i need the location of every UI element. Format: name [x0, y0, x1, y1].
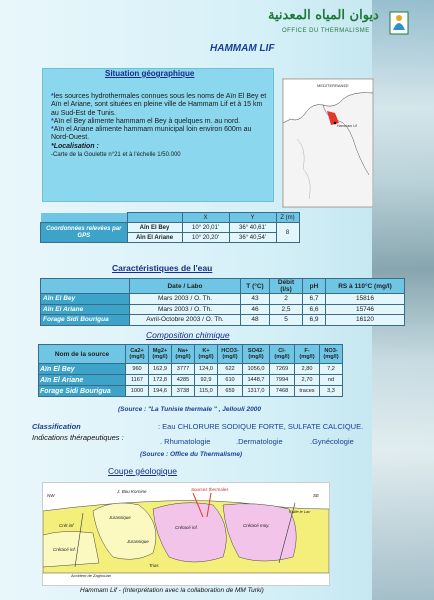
map-label-sea: MEDITERRANEE — [317, 83, 349, 88]
comp-cell: 194,6 — [149, 386, 172, 397]
situation-p1: les sources hydrothermales connues sous les noms de Aïn El Bey et Aïn el Ariane, sont situées en pleine ville de Hammam Lif et à 15 km au Sud-Est de Tunis. — [51, 93, 267, 117]
comp-cell: 1167 — [126, 375, 149, 386]
char-date-3: Avril-Octobre 2003 / O. Th. — [130, 315, 241, 326]
comp-cell: 659 — [218, 386, 243, 397]
char-t-2: 46 — [241, 304, 270, 315]
gps-table — [40, 212, 300, 243]
comp-cell: 7,2 — [320, 364, 343, 375]
gps-z: 8 — [276, 223, 299, 243]
comp-cell: 162,9 — [149, 364, 172, 375]
char-header-rs: RS à 110°C (mg/l) — [326, 279, 405, 294]
comp-header-cl: Cl- (mg/l) — [270, 345, 295, 364]
comp-cell: 1000 — [126, 386, 149, 397]
gps-header-x: X — [182, 213, 229, 223]
map-label-city: Hammam Lif — [337, 124, 357, 128]
gps-name-2: Aïn El Ariane — [127, 233, 182, 243]
geo-label-zaghouan: Accident de Zaghouan — [71, 573, 112, 578]
indication-3: .Gynécologie — [310, 437, 354, 446]
char-header-debit: Débit (l/s) — [270, 279, 303, 294]
gps-y-1: 36° 40,61' — [229, 223, 276, 233]
comp-cell: 115,0 — [195, 386, 218, 397]
comp-header-f: F- (mg/l) — [295, 345, 320, 364]
comp-cell: 7994 — [270, 375, 295, 386]
indication-1: . Rhumatologie — [160, 437, 211, 446]
comp-header-name: Nom de la source — [39, 345, 126, 364]
gps-header-y: Y — [229, 213, 276, 223]
comp-cell: traces — [295, 386, 320, 397]
composition-title: Composition chimique — [146, 330, 230, 340]
comp-cell: 610 — [218, 375, 243, 386]
comp-cell: 7269 — [270, 364, 295, 375]
char-date-2: Mars 2003 / O. Th. — [130, 304, 241, 315]
comp-cell: 3777 — [172, 364, 195, 375]
comp-name-3: Forage Sidi Bourigua — [39, 386, 126, 397]
char-rs-3: 16120 — [326, 315, 405, 326]
comp-header-na: Na+ (mg/l) — [172, 345, 195, 364]
char-ph-2: 6,6 — [303, 304, 326, 315]
comp-header-k: K+ (mg/l) — [195, 345, 218, 364]
logo-french: OFFICE DU THERMALISME — [282, 28, 370, 34]
char-t-1: 43 — [241, 294, 270, 305]
comp-cell: 3,3 — [320, 386, 343, 397]
composition-table — [38, 344, 343, 397]
classification-value: : Eau CHLORURE SODIQUE FORTE, SULFATE CALCIQUE. — [158, 422, 364, 431]
logo-arabic: ديوان المياه المعدنية — [268, 8, 379, 23]
comp-cell: 1317,0 — [243, 386, 270, 397]
comp-cell: 2,70 — [295, 375, 320, 386]
classification-source: (Source : Office du Thermalisme) — [140, 451, 243, 458]
geology-title: Coupe géologique — [108, 466, 178, 476]
comp-cell: nd — [320, 375, 343, 386]
comp-name-1: Aïn El Bey — [39, 364, 126, 375]
geo-label-trias: Trias — [149, 563, 159, 568]
geo-label-crinf: Crétacé inf. — [175, 525, 199, 530]
geology-cross-section — [42, 482, 330, 586]
gps-row-label: Coordonnées relevées par GPS — [41, 223, 128, 243]
gps-x-1: 10° 20,01' — [182, 223, 229, 233]
situation-title: Situation géographique — [105, 69, 195, 78]
comp-cell: 622 — [218, 364, 243, 375]
comp-header-hco3: HCO3- (mg/l) — [218, 345, 243, 364]
char-ph-3: 6,9 — [303, 315, 326, 326]
comp-cell: 124,0 — [195, 364, 218, 375]
char-debit-3: 5 — [270, 315, 303, 326]
char-header-ph: pH — [303, 279, 326, 294]
char-debit-2: 2,5 — [270, 304, 303, 315]
gps-y-2: 36° 40,54' — [229, 233, 276, 243]
geo-label-jurassique2: Jurassique — [127, 539, 149, 544]
bullet-star-icon: * — [51, 117, 54, 125]
char-name-1: Aïn El Bey — [41, 294, 130, 305]
geo-label-crinf2: Crétacé inf. — [53, 547, 77, 552]
geo-label-thermal: Sources thermales — [191, 487, 229, 492]
location-map — [282, 78, 374, 208]
char-rs-1: 15816 — [326, 294, 405, 305]
comp-cell: 960 — [126, 364, 149, 375]
office-logo — [268, 8, 428, 42]
indication-2-wrap — [236, 437, 283, 446]
char-date-1: Mars 2003 / O. Th. — [130, 294, 241, 305]
classification-value-wrap — [158, 422, 363, 431]
geo-label-jurassique: Jurassique — [109, 515, 131, 520]
comp-cell: 172,8 — [149, 375, 172, 386]
indications-label: Indications thérapeutiques : — [32, 433, 124, 442]
char-name-3: Forage Sidi Bourigua — [41, 315, 130, 326]
geology-diagram — [43, 483, 329, 585]
indication-3-wrap — [310, 437, 354, 446]
page-title: HAMMAM LIF — [210, 43, 275, 54]
classification-label: Classification — [32, 422, 81, 431]
situation-p2: Aïn el Bey alimente hammam el Bey à quelques m. au nord. — [53, 117, 241, 125]
comp-cell: 1056,0 — [243, 364, 270, 375]
comp-cell: 4285 — [172, 375, 195, 386]
comp-header-ca: Ca2+ (mg/l) — [126, 345, 149, 364]
geo-label-mountain: J. Bou Kornine — [117, 489, 147, 494]
logo-emblem-icon — [388, 10, 410, 36]
localisation-text: -Carte de la Goulette n°21 et à l'échelle 1/50.000 — [51, 152, 181, 159]
comp-cell: 3738 — [172, 386, 195, 397]
geo-label-nw: NW — [47, 493, 55, 498]
geo-label-fault: Faille le Lac — [289, 509, 311, 514]
gps-x-2: 10° 20,20' — [182, 233, 229, 243]
geo-label-crmoy: Crétacé moy. — [243, 523, 270, 528]
situation-text — [51, 93, 269, 159]
situation-box — [42, 68, 274, 202]
table-row — [39, 364, 343, 375]
comp-cell: 1448,7 — [243, 375, 270, 386]
char-ph-1: 6,7 — [303, 294, 326, 305]
indication-1-wrap — [160, 437, 210, 446]
comp-header-so4: SO42- (mg/l) — [243, 345, 270, 364]
localisation-label: *Localisation : — [51, 142, 99, 150]
geo-label-cret-inf: Crét inf — [59, 523, 74, 528]
comp-name-2: Aïn El Ariane — [39, 375, 126, 386]
comp-cell: 2,80 — [295, 364, 320, 375]
table-row — [39, 386, 343, 397]
composition-source: (Source : "La Tunisie thermale " , Jellouli 2000 — [118, 406, 261, 413]
bullet-star-icon: * — [51, 126, 54, 134]
comp-header-mg: Mg2+ (mg/l) — [149, 345, 172, 364]
characteristics-title: Caractéristiques de l'eau — [112, 263, 213, 273]
char-rs-2: 15746 — [326, 304, 405, 315]
comp-cell: 7468 — [270, 386, 295, 397]
bullet-star-icon: * — [51, 93, 54, 100]
characteristics-table — [40, 278, 405, 326]
geo-label-se: SE — [313, 493, 320, 498]
char-debit-1: 2 — [270, 294, 303, 305]
char-t-3: 48 — [241, 315, 270, 326]
map-illustration — [283, 79, 373, 207]
gps-name-1: Aïn El Bey — [127, 223, 182, 233]
comp-cell: 92,9 — [195, 375, 218, 386]
comp-header-no3: NO3- (mg/l) — [320, 345, 343, 364]
indication-2: .Dermatologie — [236, 437, 283, 446]
table-row — [39, 375, 343, 386]
geology-caption: Hammam Lif - (Interprétation avec la collaboration de MM Turki) — [80, 587, 264, 594]
gps-header-z: Z (m) — [276, 213, 299, 223]
char-header-t: T (°C) — [241, 279, 270, 294]
situation-p3: Aïn el Ariane alimente hammam municipal loin environ 600m au Nord-Ouest. — [51, 126, 252, 142]
char-header-date: Date / Labo — [130, 279, 241, 294]
char-name-2: Aïn El Ariane — [41, 304, 130, 315]
